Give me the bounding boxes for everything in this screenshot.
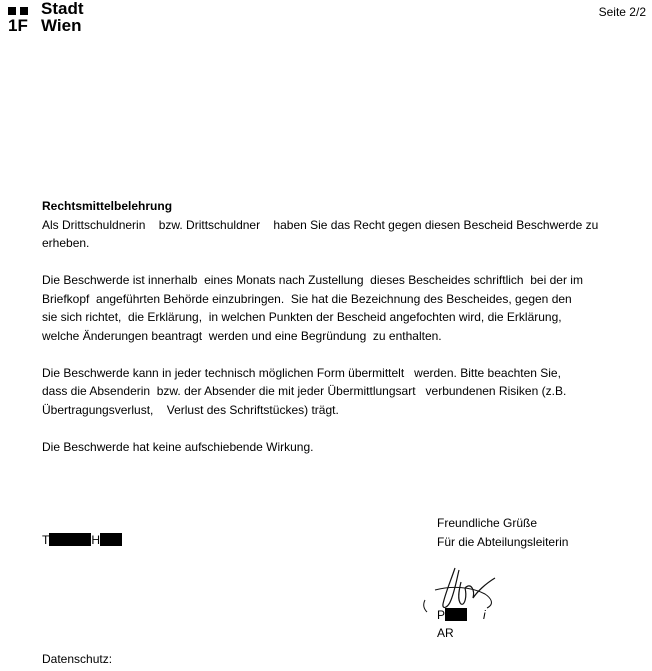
section-title: Rechtsmittelbelehrung — [42, 199, 173, 213]
paragraph: Die Beschwerde hat keine aufschiebende Wirkung. — [42, 439, 314, 454]
page-indicator: Seite 2/2 — [598, 5, 646, 19]
legal-notice — [42, 197, 652, 475]
paragraph: Die Beschwerde kann in jeder technisch möglichen Form übermittelt werden. Bitte beachten Sie, dass die Absenderin bzw. der Absender die mit jeder Übermittlungsart verbundenen Risiken (z.B. Übertragungsverlust, Verlust des Schriftstückes) trägt. — [42, 365, 567, 417]
redaction-bar — [445, 608, 467, 621]
redaction-bar — [49, 533, 91, 546]
approver-role: AR — [437, 626, 454, 640]
approver-name — [437, 606, 486, 624]
approver-suffix: i — [483, 608, 486, 622]
redaction-bar — [100, 533, 122, 546]
logo-name: Stadt Wien — [41, 0, 84, 35]
signer-name — [42, 532, 122, 549]
signer-initial-last: H — [91, 533, 101, 547]
greeting: Freundliche Grüße — [437, 516, 538, 530]
closing-block — [437, 514, 568, 551]
paragraph: Als Drittschuldnerin bzw. Drittschuldner haben Sie das Recht gegen diesen Bescheid Beschwerde zu erheben. — [42, 217, 599, 250]
approver-initial: P — [437, 608, 446, 622]
on-behalf-line: Für die Abteilungsleiterin — [437, 534, 569, 549]
paragraph: Die Beschwerde ist innerhalb eines Monats nach Zustellung dieses Bescheides schriftlich bei der im Briefkopf angeführten Behörde einzubringen. Sie hat die Bezeichnung des Bescheides, gegen den sie sich richtet, die Erklärung, in welchen Punkten der Bescheid angefochten wird, die Erklärung, welche Änderungen beantragt werden und eine Begründung zu enthalten. — [42, 273, 583, 343]
signer-initial-first: T — [42, 533, 50, 547]
approver-block — [437, 606, 486, 642]
logo-code: 1F — [8, 16, 28, 35]
privacy-label: Datenschutz: — [42, 652, 113, 666]
logo-squares-icon — [8, 7, 36, 15]
